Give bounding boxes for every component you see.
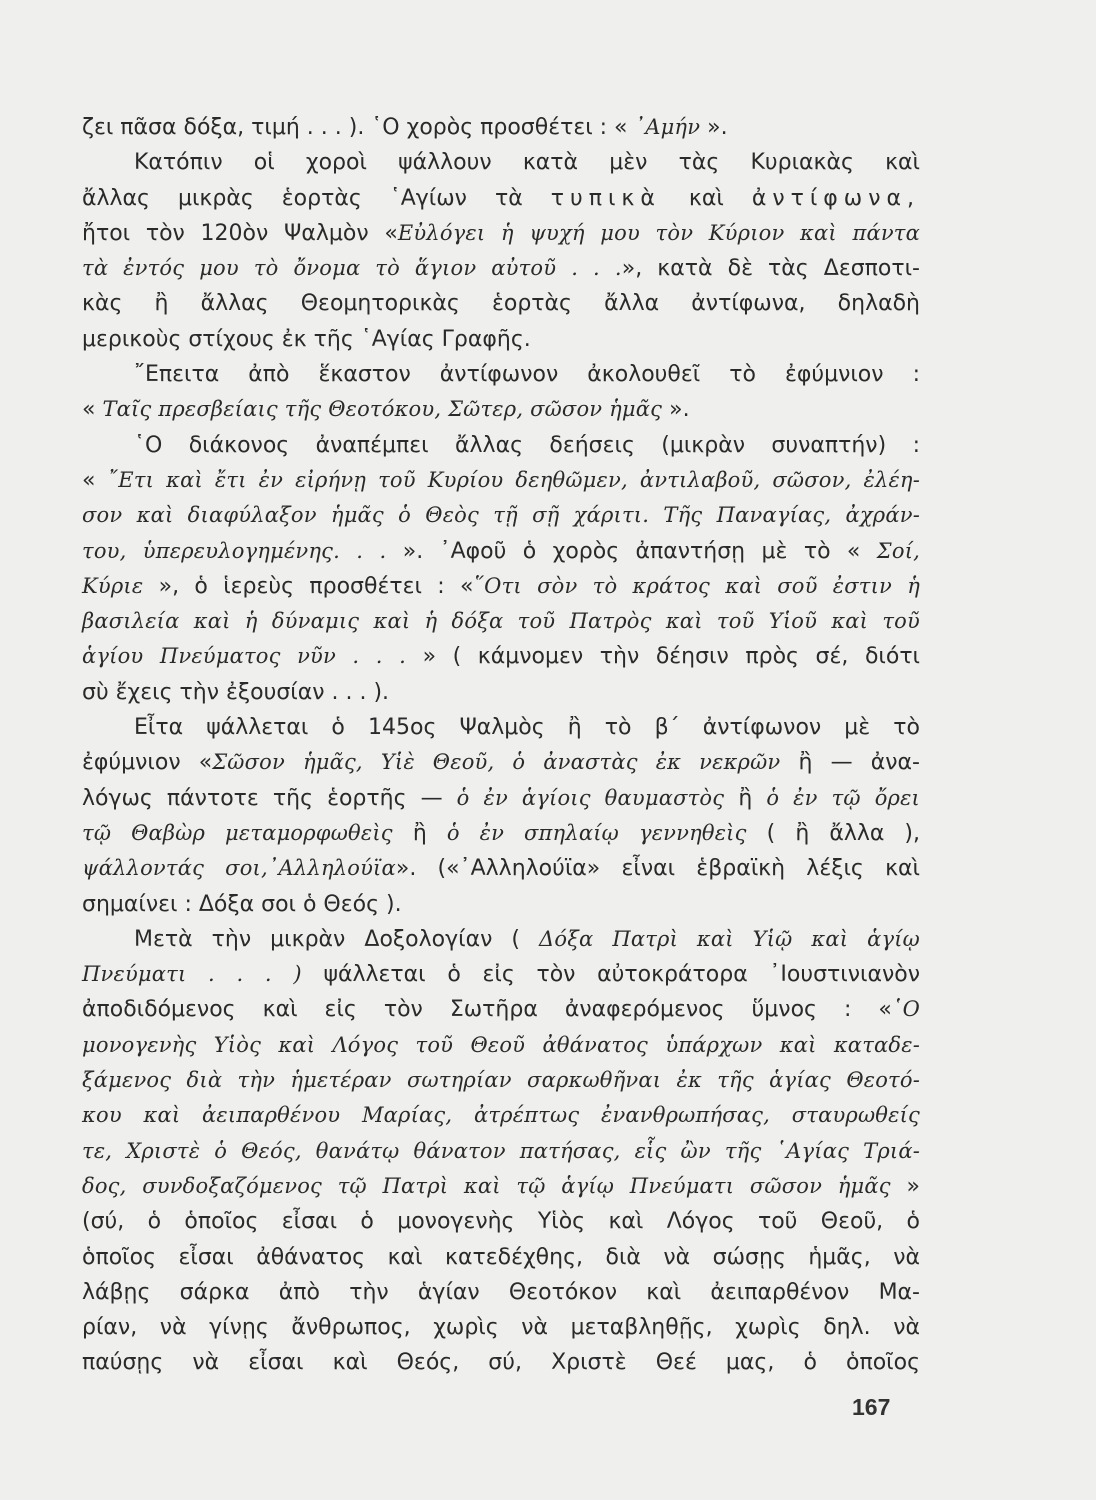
spaced-segment: τυπικὰ bbox=[550, 185, 661, 211]
text-segment: ». ᾿Αφοῦ ὁ χορὸς ἀπαντήσῃ μὲ τὸ « bbox=[386, 538, 877, 564]
text-segment: λόγως πάντοτε τῆς ἑορτῆς — bbox=[82, 785, 457, 811]
text-segment: » bbox=[890, 1173, 920, 1199]
text-line bbox=[82, 816, 920, 851]
italic-segment: τῷ Θαβὼρ μεταμορφωθεὶς bbox=[82, 820, 393, 845]
text-segment: κὰς ἢ ἄλλας Θεομητορικὰς ἑορτὰς ἄλλα ἀντίφωνα, δηλαδὴ bbox=[82, 291, 920, 317]
text-segment: ζει πᾶσα δόξα, τιμή . . . ). ῾Ο χορὸς προσθέτει : « bbox=[82, 115, 635, 140]
text-line bbox=[82, 1028, 920, 1063]
italic-segment: ῞Οτι σὸν τὸ κράτος καὶ σοῦ ἐστιν ἡ bbox=[473, 573, 921, 598]
text-line bbox=[82, 675, 920, 710]
text-segment: », ὁ ἱερεὺς προσθέτει : « bbox=[143, 573, 474, 599]
text-line bbox=[82, 887, 920, 922]
text-segment: ρίαν, νὰ γίνῃς ἄνθρωπος, χωρὶς νὰ μεταβληθῇς, χωρὶς δηλ. νὰ bbox=[82, 1315, 920, 1341]
text-segment: μερικοὺς στίχους ἐκ τῆς ῾Αγίας Γραφῆς. bbox=[82, 326, 531, 352]
text-segment: ἢ bbox=[392, 820, 447, 846]
text-segment: ». bbox=[662, 397, 690, 423]
text-segment: ἐφύμνιον « bbox=[82, 750, 213, 776]
text-segment: ». («᾿Αλληλούϊα» εἶναι ἑβραϊκὴ λέξις καὶ bbox=[395, 856, 920, 882]
text-segment: ῎Επειτα ἀπὸ ἕκαστον ἀντίφωνον ἀκολουθεῖ τὸ ἐφύμνιον : bbox=[134, 362, 920, 388]
text-segment: Κατόπιν οἱ χοροὶ ψάλλουν κατὰ μὲν τὰς Κυριακὰς καὶ bbox=[134, 150, 920, 176]
text-segment: », κατὰ δὲ τὰς Δεσποτι- bbox=[621, 256, 921, 282]
italic-segment: Δόξα Πατρὶ καὶ Υἱῷ καὶ ἁγίῳ bbox=[539, 926, 920, 951]
text-line bbox=[82, 322, 920, 357]
text-segment: σὺ ἔχεις τὴν ἐξουσίαν . . . ). bbox=[82, 679, 390, 705]
text-line bbox=[82, 710, 920, 745]
text-line bbox=[82, 1098, 920, 1133]
italic-segment: σον καὶ διαφύλαξον ἡμᾶς ὁ Θεὸς τῇ σῇ χάριτι. Τῆς Παναγίας, ἀχράν- bbox=[82, 503, 920, 528]
italic-segment: μονογενὴς Υἱὸς καὶ Λόγος τοῦ Θεοῦ ἀθάνατος ὑπάρχων καὶ καταδε- bbox=[82, 1032, 920, 1057]
italic-segment: ᾿Αμήν bbox=[634, 115, 701, 139]
text-line bbox=[82, 1204, 920, 1239]
text-segment: « bbox=[82, 467, 108, 493]
text-line bbox=[82, 781, 920, 816]
text-line bbox=[82, 392, 920, 427]
text-segment: ἀποδιδόμενος καὶ εἰς τὸν Σωτῆρα ἀναφερόμενος ὕμνος : « bbox=[82, 997, 892, 1023]
text-line bbox=[82, 286, 920, 321]
text-line bbox=[82, 992, 920, 1027]
italic-segment: ὁ ἐν σπηλαίῳ γεννηθεὶς bbox=[446, 820, 747, 845]
italic-segment: Κύριε bbox=[82, 573, 144, 598]
text-line bbox=[82, 604, 920, 639]
italic-segment: Σῶσον ἡμᾶς, Υἱὲ Θεοῦ, ὁ ἀναστὰς ἐκ νεκρῶν bbox=[212, 750, 781, 775]
text-line bbox=[82, 110, 920, 145]
text-line bbox=[82, 216, 920, 251]
text-segment: ἄλλας μικρὰς ἑορτὰς ῾Αγίων τὰ bbox=[82, 185, 551, 211]
italic-segment: τε, Χριστὲ ὁ Θεός, θανάτῳ θάνατον πατήσας, εἷς ὢν τῆς ῾Αγίας Τριά- bbox=[82, 1138, 920, 1163]
text-segment: καὶ bbox=[660, 185, 752, 211]
italic-segment: Ταῖς πρεσβείαις τῆς Θεοτόκου, Σῶτερ, σῶσον ἡμᾶς bbox=[102, 397, 663, 422]
text-line bbox=[82, 1063, 920, 1098]
text-segment: σημαίνει : Δόξα σοι ὁ Θεός ). bbox=[82, 891, 402, 917]
body-text bbox=[82, 110, 920, 1381]
text-line bbox=[82, 1275, 920, 1310]
text-line bbox=[82, 639, 920, 674]
text-segment: ἢ bbox=[724, 785, 767, 811]
text-line bbox=[82, 1310, 920, 1345]
text-line bbox=[82, 181, 920, 216]
spaced-segment: ἀντίφωνα, bbox=[751, 185, 921, 211]
italic-segment: του, ὑπερευλογημένης. . . bbox=[82, 538, 387, 563]
text-line bbox=[82, 498, 920, 533]
text-line bbox=[82, 357, 920, 392]
italic-segment: ῾Ο bbox=[891, 997, 920, 1022]
italic-segment: ῎Ετι καὶ ἔτι ἐν εἰρήνῃ τοῦ Κυρίου δεηθῶμεν, ἀντιλαβοῦ, σῶσον, ἐλέη- bbox=[107, 467, 921, 492]
text-line bbox=[82, 745, 920, 780]
page-number: 167 bbox=[852, 1394, 891, 1420]
text-line bbox=[82, 851, 920, 886]
text-line bbox=[82, 251, 920, 286]
italic-segment: Πνεύματι . . . ) bbox=[82, 962, 302, 987]
italic-segment: ψάλλοντάς σοι,᾿Αλληλούϊα bbox=[82, 856, 396, 881]
text-line bbox=[82, 569, 920, 604]
italic-segment: ὁ ἐν ἁγίοις θαυμαστὸς bbox=[456, 785, 725, 810]
italic-segment: ξάμενος διὰ τὴν ἡμετέραν σωτηρίαν σαρκωθῆναι ἐκ τῆς ἁγίας Θεοτό- bbox=[82, 1068, 920, 1093]
text-segment: λάβῃς σάρκα ἀπὸ τὴν ἁγίαν Θεοτόκον καὶ ἀειπαρθένον Μα- bbox=[82, 1279, 920, 1305]
text-line bbox=[82, 957, 920, 992]
text-line bbox=[82, 1240, 920, 1275]
text-segment: Εἶτα ψάλλεται ὁ 145ος Ψαλμὸς ἢ τὸ β΄ ἀντίφωνον μὲ τὸ bbox=[134, 715, 920, 741]
text-segment: ». bbox=[700, 115, 728, 140]
italic-segment: Εὐλόγει ἡ ψυχή μου τὸν Κύριον καὶ πάντα bbox=[397, 220, 921, 245]
text-segment: « bbox=[82, 397, 103, 423]
italic-segment: βασιλεία καὶ ἡ δύναμις καὶ ἡ δόξα τοῦ Πατρὸς καὶ τοῦ Υἱοῦ καὶ τοῦ bbox=[82, 609, 920, 634]
italic-segment: ἁγίου Πνεύματος νῦν . . . bbox=[82, 644, 406, 669]
text-segment: (σύ, ὁ ὁποῖος εἶσαι ὁ μονογενὴς Υἱὸς καὶ Λόγος τοῦ Θεοῦ, ὁ bbox=[82, 1209, 920, 1235]
text-line bbox=[82, 1134, 920, 1169]
italic-segment: δος, συνδοξαζόμενος τῷ Πατρὶ καὶ τῷ ἁγίῳ Πνεύματι σῶσον ἡμᾶς bbox=[82, 1173, 891, 1198]
italic-segment: ὁ ἐν τῷ ὄρει bbox=[766, 785, 920, 810]
text-segment: παύσῃς νὰ εἶσαι καὶ Θεός, σύ, Χριστὲ Θεέ μας, ὁ ὁποῖος bbox=[82, 1350, 920, 1376]
text-segment: ἢ — ἀνα- bbox=[780, 750, 920, 776]
text-segment: ψάλλεται ὁ εἰς τὸν αὐτοκράτορα ᾿Ιουστινιανὸν bbox=[301, 962, 920, 988]
italic-segment: τὰ ἐντός μου τὸ ὄνομα τὸ ἅγιον αὐτοῦ . . . bbox=[82, 256, 622, 281]
text-line bbox=[82, 1169, 920, 1204]
text-line bbox=[82, 463, 920, 498]
text-segment: ὁποῖος εἶσαι ἀθάνατος καὶ κατεδέχθης, διὰ νὰ σώσῃς ἡμᾶς, νὰ bbox=[82, 1244, 920, 1270]
text-segment: Μετὰ τὴν μικρὰν Δοξολογίαν ( bbox=[134, 926, 540, 952]
text-line bbox=[82, 534, 920, 569]
italic-segment: Σοί, bbox=[876, 538, 920, 563]
text-segment: ἤτοι τὸν 120ὸν Ψαλμὸν « bbox=[82, 220, 398, 246]
text-line bbox=[82, 145, 920, 180]
text-line bbox=[82, 922, 920, 957]
text-segment: » ( κάμνομεν τὴν δέησιν πρὸς σέ, διότι bbox=[406, 644, 921, 670]
italic-segment: κου καὶ ἀειπαρθένου Μαρίας, ἀτρέπτως ἐνανθρωπήσας, σταυρωθείς bbox=[82, 1103, 920, 1128]
text-segment: ῾Ο διάκονος ἀναπέμπει ἄλλας δεήσεις (μικρὰν συναπτήν) : bbox=[134, 432, 920, 458]
text-segment: ( ἢ ἄλλα ), bbox=[746, 820, 921, 846]
text-line bbox=[82, 1345, 920, 1380]
text-line bbox=[82, 428, 920, 463]
